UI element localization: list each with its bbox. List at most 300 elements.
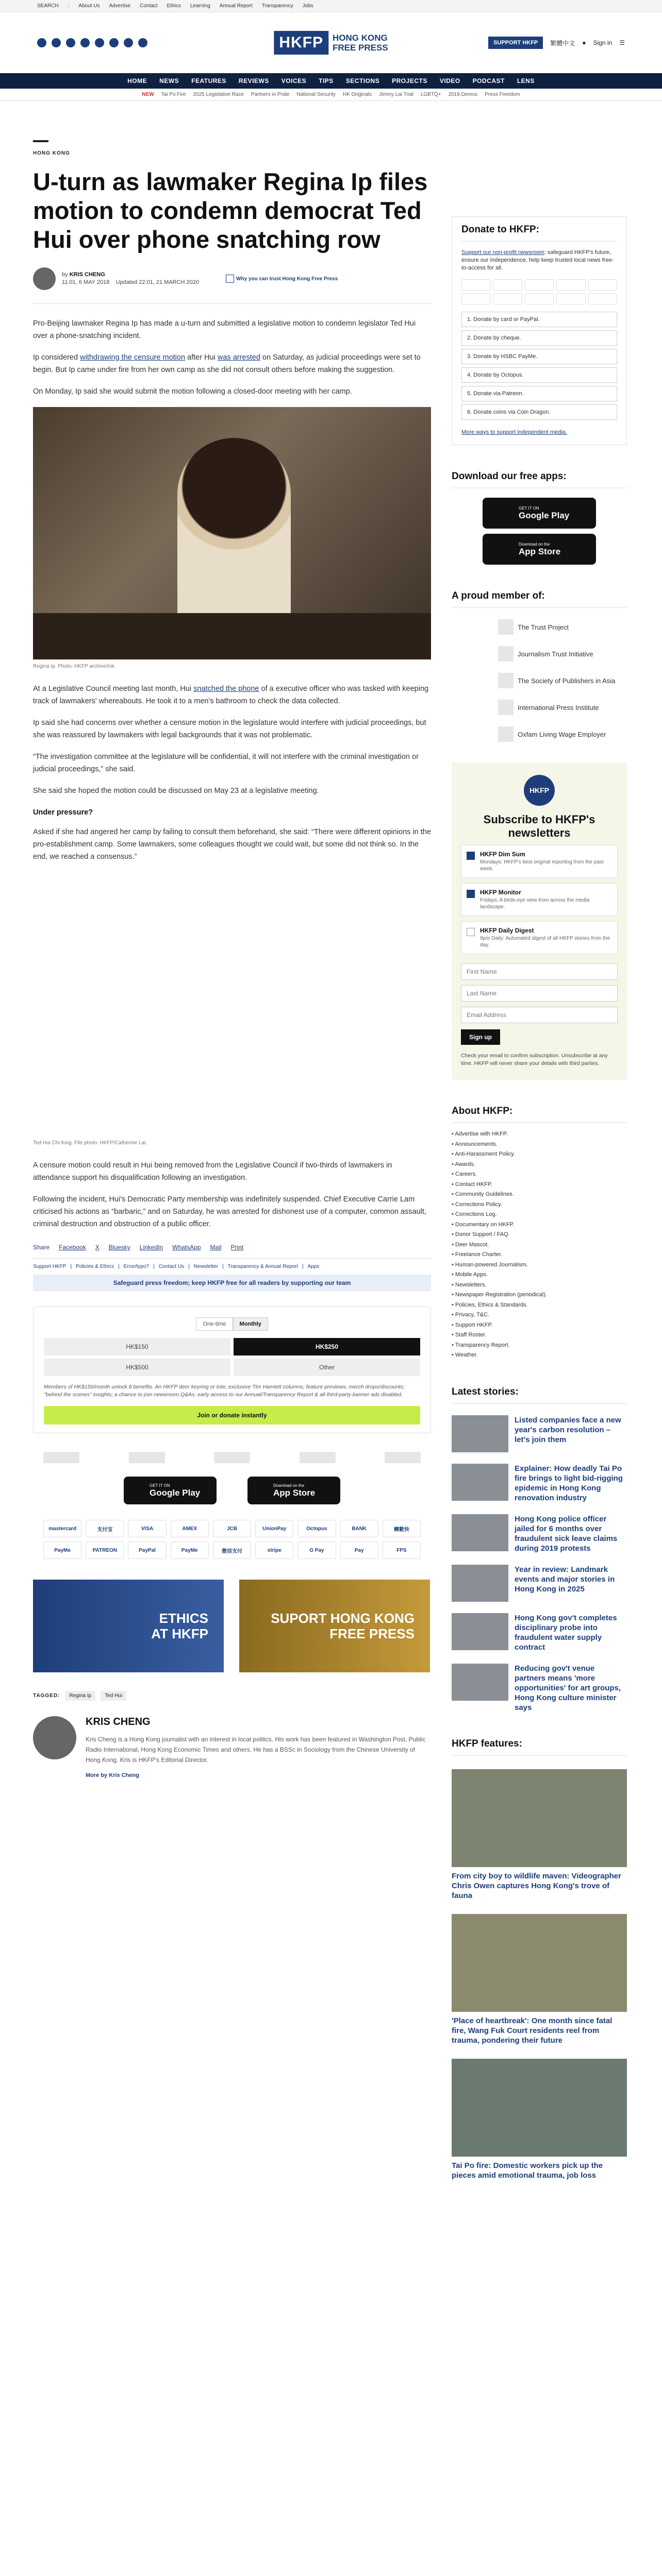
- sidebar-heading: About HKFP:: [452, 1106, 627, 1123]
- member-name: International Press Institute: [518, 703, 599, 711]
- payment-logo: stripe: [255, 1541, 293, 1559]
- tab-one-time[interactable]: One-time: [196, 1317, 233, 1331]
- newsletter-option[interactable]: [461, 883, 618, 916]
- story-title: Listed companies face a new year's carbon resolution – let's join them: [515, 1415, 621, 1444]
- inline-link[interactable]: snatched the phone: [193, 685, 259, 693]
- nav-home[interactable]: HOME: [127, 77, 147, 84]
- sidebar-donate: [452, 216, 627, 445]
- share-label: Share: [33, 1244, 50, 1251]
- trust-link[interactable]: [226, 275, 338, 283]
- topbar-link-jobs[interactable]: Jobs: [302, 3, 313, 9]
- author-description: Kris Cheng is a Hong Kong journalist with an interest in local politics. His work has been featured in Washington Post, Public Radio International, Hong Kong Economic Times and others. He has a BSSc in Sociology from the Chinese University of Hong Kong. Kris is HKFP's Editorial Director.: [86, 1736, 426, 1764]
- payment-logo: PayMe: [171, 1541, 209, 1559]
- newsletter-name: HKFP Monitor: [480, 889, 521, 896]
- trending-link[interactable]: HK Originals: [342, 92, 372, 97]
- newsletter-option[interactable]: [461, 921, 618, 954]
- sidebar-features: [452, 1738, 627, 2180]
- byline: [33, 267, 431, 290]
- more-by-author-link[interactable]: More by Kris Cheng: [86, 1772, 139, 1778]
- telegram-icon[interactable]: [124, 38, 133, 47]
- social-icons: [37, 38, 147, 47]
- nav-podcast[interactable]: PODCAST: [472, 77, 505, 84]
- payment-logo: JCB: [213, 1520, 251, 1537]
- donate-option[interactable]: 5. Donate via Patreon.: [461, 386, 617, 401]
- photo-desk: [33, 613, 431, 659]
- tag-chip[interactable]: Regina Ip: [65, 1691, 95, 1701]
- amount-options: [44, 1338, 420, 1376]
- share-bluesky[interactable]: Bluesky: [108, 1244, 130, 1251]
- last-name-field[interactable]: [461, 985, 618, 1002]
- donate-option[interactable]: 4. Donate by Octopus.: [461, 367, 617, 383]
- author-name[interactable]: KRIS CHENG: [86, 1716, 151, 1727]
- member-item[interactable]: [498, 726, 627, 742]
- publish-date: 11:01, 6 MAY 2018: [62, 279, 110, 285]
- x-icon[interactable]: [52, 38, 61, 47]
- support-link[interactable]: Contact Us: [158, 1264, 185, 1269]
- story-thumbnail: [452, 1613, 508, 1650]
- list-item[interactable]: [452, 1565, 627, 1602]
- facebook-icon[interactable]: [37, 38, 46, 47]
- paragraph: She said she hoped the motion could be discussed on May 23 at a legislative meeting.: [33, 787, 319, 795]
- inline-link[interactable]: withdrawing the censure motion: [80, 353, 186, 362]
- divider: [33, 140, 48, 142]
- tag-list: [33, 1691, 431, 1701]
- text: after Hui: [185, 353, 218, 362]
- by-label: by: [62, 272, 68, 278]
- member-name: The Society of Publishers in Asia: [518, 676, 616, 685]
- newsletter-desc: 9pm Daily: Automated digest of all HKFP stories from the day.: [480, 936, 610, 948]
- badge-big: App Store: [519, 546, 561, 556]
- feature-item[interactable]: [452, 2059, 627, 2180]
- nav-voices[interactable]: VOICES: [281, 77, 307, 84]
- payment-logo: [525, 293, 554, 304]
- subheading: Under pressure?: [33, 808, 93, 817]
- member-item[interactable]: [498, 673, 627, 688]
- list-item[interactable]: [452, 1664, 627, 1713]
- story-thumbnail: [452, 1514, 508, 1551]
- share-x[interactable]: X: [95, 1244, 100, 1251]
- newsletter-desc: Fridays: A birds-eye view from across the media landscape.: [480, 897, 590, 910]
- support-promo[interactable]: SUPORT HONG KONG FREE PRESS: [239, 1580, 430, 1672]
- newsletter-desc: Mondays: HKFP's best original reporting from the past week.: [480, 859, 604, 872]
- logo-line-2: FREE PRESS: [332, 43, 388, 53]
- nav-reviews[interactable]: REVIEWS: [238, 77, 269, 84]
- list-item[interactable]: [452, 1464, 627, 1503]
- payment-logo: 微信支付: [213, 1541, 251, 1559]
- trending-link[interactable]: Tai Po Fire: [161, 92, 186, 97]
- sopa-logo[interactable]: [214, 1452, 250, 1463]
- trending-nav: [0, 89, 662, 101]
- newsletter-name: HKFP Dim Sum: [480, 851, 525, 858]
- signup-button[interactable]: Sign up: [461, 1029, 500, 1045]
- payment-logo: [461, 279, 490, 291]
- about-link[interactable]: • Anti-Harassment Policy.: [452, 1149, 627, 1160]
- trending-link[interactable]: National Security: [296, 92, 336, 97]
- support-link[interactable]: Policies & Ethics: [76, 1264, 114, 1269]
- language-link[interactable]: 繁體中文: [550, 39, 575, 47]
- story-title: Explainer: How deadly Tai Po fire brings to light bid-rigging epidemic in Hong Kong renovation industry: [515, 1464, 623, 1502]
- rss-icon[interactable]: [138, 38, 147, 47]
- trust-project-logo[interactable]: [43, 1452, 79, 1463]
- text: Ip considered: [33, 353, 80, 362]
- newsletter-checkbox[interactable]: [467, 890, 475, 898]
- share-linkedin[interactable]: LinkedIn: [139, 1244, 163, 1251]
- amount-option[interactable]: HK$150: [44, 1338, 230, 1355]
- jti-icon: [498, 646, 514, 662]
- payment-logo: BANK: [340, 1520, 378, 1537]
- story-thumbnail: [452, 1464, 508, 1501]
- donate-widget: [33, 1307, 431, 1433]
- about-link[interactable]: • Freelance Charter.: [452, 1250, 627, 1260]
- paragraph: A censure motion could result in Hui being removed from the Legislative Council if two-thirds of lawmakers in attendance support his disqualification following an investigation.: [33, 1161, 392, 1182]
- newsletter-title: Subscribe to HKFP's newsletters: [483, 813, 595, 839]
- badge-big: Google Play: [519, 510, 570, 520]
- newsletter-note: Check your email to confirm subscription. Unsubscribe at any time. HKFP will never share your details with third parties.: [461, 1053, 608, 1066]
- payment-logo: [461, 293, 490, 304]
- newsletter-checkbox[interactable]: [467, 928, 475, 936]
- paragraph: On Monday, Ip said she would submit the motion following a closed-door meeting with her camp.: [33, 387, 352, 396]
- donate-option[interactable]: 1. Donate by card or PayPal.: [461, 312, 617, 327]
- badge-small: Download on the: [519, 541, 550, 547]
- about-link[interactable]: • Announcements.: [452, 1140, 627, 1150]
- topbar-link-contact[interactable]: Contact: [140, 3, 158, 9]
- tag-chip[interactable]: Ted Hui: [101, 1691, 126, 1701]
- sopa-icon: [498, 673, 514, 688]
- newsletter-checkbox[interactable]: [467, 852, 475, 860]
- byline-text: [62, 271, 199, 286]
- sidebar-heading: Donate to HKFP:: [461, 224, 617, 242]
- logo-mark: HKFP: [274, 31, 328, 55]
- member-item[interactable]: [498, 646, 627, 662]
- donate-lead-link[interactable]: Support our non-profit newsroom: [461, 249, 544, 256]
- author-link[interactable]: KRIS CHENG: [69, 272, 105, 278]
- topbar-link-ethics[interactable]: Ethics: [167, 3, 181, 9]
- avatar[interactable]: [33, 267, 56, 290]
- text: on Saturday, as judicial proceedings were set to begin. But Ip came under fire from her own camp as she did not consult others before making the suggestion.: [33, 353, 421, 374]
- sidebar: [452, 216, 627, 2180]
- author-bio: [33, 1716, 431, 1778]
- trending-link[interactable]: Jimmy Lai Trial: [379, 92, 413, 97]
- category-label[interactable]: HONG KONG: [33, 150, 70, 156]
- join-button[interactable]: Join or donate instantly: [44, 1406, 420, 1425]
- about-link[interactable]: • Community Guidelines.: [452, 1190, 627, 1200]
- user-icon[interactable]: ●: [582, 39, 586, 46]
- sidebar-heading: A proud member of:: [452, 590, 627, 608]
- payment-logo: PayPal: [128, 1541, 166, 1559]
- story-thumbnail: [452, 1565, 508, 1602]
- about-link[interactable]: • Newsletters.: [452, 1280, 627, 1291]
- about-link[interactable]: • Human-powered Journalism.: [452, 1260, 627, 1270]
- first-name-field[interactable]: [461, 963, 618, 980]
- newsletter-option[interactable]: [461, 845, 618, 878]
- member-logos: [452, 619, 627, 742]
- main-nav: [0, 73, 662, 89]
- payment-logo: VISA: [128, 1520, 166, 1537]
- share-print[interactable]: Print: [230, 1244, 244, 1251]
- author-bio-text: [86, 1716, 431, 1778]
- instagram-icon[interactable]: [66, 38, 75, 47]
- payment-logo: 支付宝: [86, 1520, 124, 1537]
- feature-image: [452, 1914, 627, 2012]
- amount-option[interactable]: HK$250: [234, 1338, 420, 1355]
- ipi-icon: [498, 700, 514, 715]
- amount-option[interactable]: HK$500: [44, 1359, 230, 1376]
- payment-logo: PATREON: [86, 1541, 124, 1559]
- search-link[interactable]: SEARCH: [37, 3, 59, 9]
- badge-big: Google Play: [150, 1487, 201, 1498]
- logo-text: [333, 33, 388, 53]
- about-link[interactable]: • Newspaper Registration (periodical).: [452, 1290, 627, 1300]
- nav-video[interactable]: VIDEO: [439, 77, 460, 84]
- sidebar-apps: [452, 471, 627, 565]
- menu-icon[interactable]: ☰: [619, 39, 625, 46]
- payment-logo: G Pay: [297, 1541, 336, 1559]
- about-link[interactable]: • Staff Roster.: [452, 1330, 627, 1341]
- trust-icon: [226, 275, 234, 283]
- sidebar-heading: HKFP features:: [452, 1738, 627, 1756]
- trust-project-icon: [498, 619, 514, 635]
- logo-line-1: HONG KONG: [332, 33, 388, 43]
- frequency-toggle: [44, 1317, 420, 1331]
- donate-option[interactable]: 3. Donate by HSBC PayMe.: [461, 349, 617, 364]
- nav-news[interactable]: NEWS: [159, 77, 179, 84]
- support-link[interactable]: Support HKFP: [33, 1264, 67, 1269]
- member-name: Journalism Trust Initiative: [518, 650, 593, 658]
- newsletter-signup: [452, 762, 627, 1080]
- topbar-link-transparency[interactable]: Transparency: [261, 3, 293, 9]
- story-title: Reducing gov't venue partners means 'more opportunities' for art groups, Hong Kong culture minister says: [515, 1664, 621, 1712]
- story-title: Year in review: Landmark events and major stories in Hong Kong in 2025: [515, 1565, 615, 1594]
- badge-small: GET IT ON: [150, 1483, 170, 1488]
- support-link[interactable]: Error/typo?: [123, 1264, 150, 1269]
- about-link[interactable]: • Support HKFP.: [452, 1320, 627, 1331]
- google-play-badge[interactable]: [483, 498, 596, 529]
- payment-logo: Pay: [340, 1541, 378, 1559]
- trending-link[interactable]: LGBTQ+: [420, 92, 441, 97]
- paragraph: [33, 351, 431, 376]
- avatar[interactable]: [33, 1716, 76, 1759]
- promo-text: [151, 1611, 208, 1641]
- youtube-icon[interactable]: [95, 38, 104, 47]
- amount-option[interactable]: Other: [234, 1359, 420, 1376]
- paragraph: Pro-Beijing lawmaker Regina Ip has made a u-turn and submitted a legislative motion to condemn legislator Ted Hui over a phone-snatching incident.: [33, 319, 416, 340]
- text: of a executive officer who was tasked with keeping track of lawmakers' whereabouts. He took it to a men's bathroom to check the data collected.: [33, 685, 429, 705]
- paragraph: [33, 683, 431, 707]
- sidebar-members: [452, 590, 627, 742]
- masthead-actions: [488, 37, 625, 49]
- app-store-badges: [452, 498, 627, 565]
- updated-date: Updated 22:01, 21 MARCH 2020: [115, 279, 200, 285]
- living-wage-logo[interactable]: [385, 1452, 421, 1463]
- feature-item[interactable]: [452, 1914, 627, 2045]
- trust-label: Why you can trust Hong Kong Free Press: [236, 276, 338, 282]
- photo-caption: Regina Ip. Photo: HKFP archive/Ink.: [33, 664, 116, 669]
- about-link[interactable]: • Awards.: [452, 1160, 627, 1170]
- payment-logo: FPS: [383, 1541, 421, 1559]
- more-ways-link[interactable]: More ways to support independent media.: [461, 429, 567, 435]
- partner-logos: [33, 1452, 431, 1463]
- payment-logo: [588, 279, 617, 291]
- feature-title: From city boy to wildlife maven: Videographer Chris Owen captures Hong Kong's trove of fauna: [452, 1871, 621, 1900]
- text: At a Legislative Council meeting last month, Hui: [33, 685, 194, 693]
- about-link[interactable]: • Advertise with HKFP.: [452, 1129, 627, 1140]
- feature-image: [452, 2059, 627, 2157]
- payment-logo: UnionPay: [255, 1520, 293, 1537]
- nav-tips[interactable]: TIPS: [319, 77, 334, 84]
- divider: |: [68, 3, 70, 9]
- nav-projects[interactable]: PROJECTS: [392, 77, 427, 84]
- sidebar-latest: [452, 1386, 627, 1713]
- google-play-badge[interactable]: [124, 1477, 217, 1504]
- payment-logo: [556, 293, 585, 304]
- share-bar: [33, 1244, 431, 1251]
- about-link[interactable]: • Privacy, T&C.: [452, 1310, 627, 1320]
- donate-option[interactable]: 2. Donate by cheque.: [461, 330, 617, 346]
- share-whatsapp[interactable]: WhatsApp: [172, 1244, 201, 1251]
- linkedin-icon[interactable]: [109, 38, 119, 47]
- donate-options: [461, 312, 617, 420]
- nav-sections[interactable]: SECTIONS: [345, 77, 380, 84]
- payment-logo: 轉數快: [383, 1520, 421, 1537]
- app-store-badge[interactable]: [247, 1477, 340, 1504]
- masthead: [0, 12, 662, 73]
- trending-link[interactable]: 2019 Demos: [448, 92, 478, 97]
- email-field[interactable]: [461, 1007, 618, 1023]
- about-link[interactable]: • Donor Support / FAQ.: [452, 1230, 627, 1240]
- member-item[interactable]: [498, 700, 627, 715]
- share-facebook[interactable]: Facebook: [59, 1244, 86, 1251]
- support-links: Support HKFP | Policies & Ethics | Error/typo? | Contact Us | Newsletter | Transparency & Annual Report | Apps: [33, 1258, 431, 1269]
- sidebar-heading: Download our free apps:: [452, 471, 627, 488]
- feature-title: 'Place of heartbreak': One month since fatal fire, Wang Fuk Court residents reel from trauma, pondering their future: [452, 2016, 613, 2045]
- article-title: U-turn as lawmaker Regina Ip files motion to condemn democrat Ted Hui over phone snatching row: [33, 168, 428, 253]
- payment-logo: [556, 279, 585, 291]
- site-logo[interactable]: [274, 31, 388, 55]
- newsletter-name: HKFP Daily Digest: [480, 927, 534, 934]
- story-title: Hong Kong gov't completes disciplinary probe into fraudulent water supply contract: [515, 1613, 617, 1652]
- payment-logo: AMEX: [171, 1520, 209, 1537]
- text: : safeguard HKFP's future, ensure our independence, help keep trusted local news free-to-access for all.: [461, 249, 614, 271]
- inline-link[interactable]: was arrested: [217, 353, 260, 362]
- trending-link[interactable]: 2025 Legislative Race: [193, 92, 244, 97]
- nav-features[interactable]: FEATURES: [191, 77, 226, 84]
- photo-caption: Ted Hui Chi-fung. File photo: HKFP/Catherine Lai.: [33, 1140, 147, 1146]
- donate-note: Members of HK$150/month unlock 8 benefits. An HKFP deer keyring or tote; exclusive Tim Hamlett columns; feature previews; merch drops/discounts; "behind the scenes" insights; a chance to join newsroom Q&As; early access to our Annual/Transparency Report & all third-party banner ads disabled.: [44, 1384, 405, 1398]
- trending-link[interactable]: Partners in Pride: [251, 92, 290, 97]
- list-item[interactable]: [452, 1514, 627, 1553]
- paragraph: “The investigation committee at the legislature will be confidential, it will not interfere with the criminal investigation or judicial proceedings,” she said.: [33, 753, 419, 773]
- about-link[interactable]: • Corrections Policy.: [452, 1200, 627, 1210]
- app-store-badges: [33, 1477, 431, 1504]
- about-link[interactable]: • Weather.: [452, 1350, 627, 1361]
- member-name: The Trust Project: [518, 623, 569, 631]
- paragraph: Asked if she had angered her camp by failing to consult them beforehand, she said: “There were different opinions in the pro-establishment camp. Some lawmakers, some colleagues thought we could wait, but some did not think so. In the end, we reached a consensus.”: [33, 828, 431, 861]
- jti-logo[interactable]: [129, 1452, 165, 1463]
- ethics-promo[interactable]: [33, 1580, 224, 1672]
- trending-link[interactable]: Press Freedom: [485, 92, 520, 97]
- feature-title: Tai Po fire: Domestic workers pick up the pieces amid emotional trauma, job loss: [452, 2161, 603, 2180]
- paragraph: Following the incident, Hui's Democratic Party membership was indefinitely suspended. Chief Executive Carrie Lam criticised his actions as “barbaric,” and on Saturday, he was arrested for dishonest use of a computer, common assault, criminal destruction and obstruction of a public officer.: [33, 1195, 426, 1228]
- new-badge: NEW: [142, 92, 154, 97]
- badge-big: App Store: [273, 1487, 316, 1498]
- about-link[interactable]: • Mobile Apps.: [452, 1270, 627, 1280]
- divider: [33, 303, 431, 304]
- ipi-logo[interactable]: [300, 1452, 336, 1463]
- promo-videos: [33, 1580, 431, 1672]
- member-name: Oxfam Living Wage Employer: [518, 730, 606, 738]
- living-wage-icon: [498, 726, 514, 742]
- about-link[interactable]: • Careers.: [452, 1170, 627, 1180]
- donate-lead: [461, 249, 617, 272]
- sidebar-heading: Latest stories:: [452, 1386, 627, 1404]
- payment-logo: [493, 293, 522, 304]
- badge-small: GET IT ON: [519, 505, 539, 511]
- utility-bar: [0, 0, 662, 12]
- topbar-link-learning[interactable]: Learning: [190, 3, 210, 9]
- about-link[interactable]: • Transparency Report.: [452, 1341, 627, 1351]
- embedded-media-placeholder: [33, 863, 431, 1136]
- member-item[interactable]: [498, 619, 627, 635]
- about-link[interactable]: • Policies, Ethics & Standards.: [452, 1300, 627, 1311]
- badge-small: Download on the: [273, 1483, 305, 1488]
- payment-logo: mastercard: [43, 1520, 81, 1537]
- story-thumbnail: [452, 1664, 508, 1701]
- topbar-link-annual-report[interactable]: Annual Report: [219, 3, 253, 9]
- promo-subtitle: AT HKFP: [151, 1626, 208, 1641]
- about-link[interactable]: • Deer Mascot.: [452, 1240, 627, 1250]
- support-link[interactable]: Transparency & Annual Report: [227, 1264, 299, 1269]
- sidebar-about: [452, 1106, 627, 1361]
- list-item[interactable]: [452, 1613, 627, 1652]
- safeguard-banner[interactable]: Safeguard press freedom; keep HKFP free for all readers by supporting our team: [33, 1275, 431, 1291]
- payment-methods: [43, 1520, 421, 1559]
- payment-logo: [588, 293, 617, 304]
- tab-monthly[interactable]: Monthly: [233, 1317, 268, 1331]
- payment-methods: [461, 279, 617, 304]
- article: [33, 140, 431, 1778]
- app-store-badge[interactable]: [483, 534, 596, 565]
- support-button[interactable]: SUPPORT HKFP: [488, 37, 543, 49]
- about-link[interactable]: • Contact HKFP.: [452, 1180, 627, 1190]
- payment-logo: Octopus: [297, 1520, 336, 1537]
- newsletter-logo: HKFP: [524, 775, 555, 806]
- signin-link[interactable]: Sign in: [593, 39, 613, 46]
- article-photo: [33, 407, 431, 659]
- share-mail[interactable]: Mail: [210, 1244, 222, 1251]
- about-links: [452, 1129, 627, 1361]
- support-link[interactable]: Apps: [307, 1264, 320, 1269]
- payment-logo: [493, 279, 522, 291]
- nav-lens[interactable]: LENS: [517, 77, 535, 84]
- paragraph: Ip said she had concerns over whether a censure motion in the legislature would interfere with judicial proceedings, but she was reassured by lawmakers with legal backgrounds that it was not problematic.: [33, 719, 426, 739]
- list-item[interactable]: [452, 1415, 627, 1452]
- donate-option[interactable]: 6. Donate coins via Coin Dragon.: [461, 404, 617, 420]
- topbar-link-about[interactable]: About Us: [78, 3, 100, 9]
- threads-icon[interactable]: [80, 38, 90, 47]
- payment-logo: PayMe: [43, 1541, 81, 1559]
- feature-item[interactable]: [452, 1769, 627, 1901]
- about-link[interactable]: • Corrections Log.: [452, 1210, 627, 1220]
- about-link[interactable]: • Documentary on HKFP.: [452, 1220, 627, 1230]
- story-title: Hong Kong police officer jailed for 6 months over fraudulent sick leave claims during 2019 protests: [515, 1514, 618, 1553]
- story-thumbnail: [452, 1415, 508, 1452]
- topbar-link-advertise[interactable]: Advertise: [109, 3, 131, 9]
- support-link[interactable]: Newsletter: [193, 1264, 219, 1269]
- tags-label: TAGGED:: [33, 1693, 60, 1699]
- feature-image: [452, 1769, 627, 1867]
- payment-logo: [525, 279, 554, 291]
- promo-title: ETHICS: [159, 1611, 208, 1626]
